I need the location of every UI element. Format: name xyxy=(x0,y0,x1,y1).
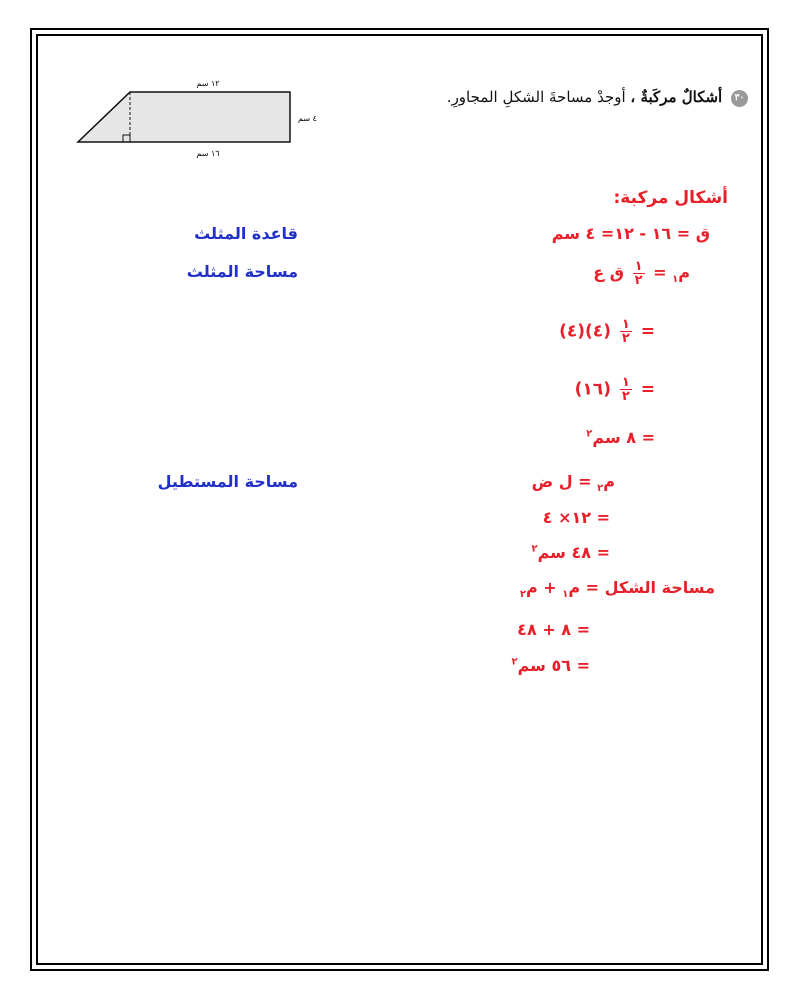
problem-text: أوجدْ مساحةَ الشكلِ المجاورِ. xyxy=(446,88,626,106)
top-length-label: ١٢ سم xyxy=(196,79,220,88)
base-height-product: ق ع xyxy=(593,263,625,282)
trapezoid-shape xyxy=(78,92,290,142)
bottom-length-label: ١٦ سم xyxy=(196,149,220,158)
total-area-formula xyxy=(520,578,715,600)
half-fraction: $\frac{١}{٢}$ xyxy=(621,317,630,346)
total-result xyxy=(512,656,590,675)
triangle-step-1 xyxy=(559,318,655,345)
note-rectangle-area: مساحة المستطيل xyxy=(157,472,298,491)
equals-sign: = xyxy=(653,263,667,282)
triangle-area-formula xyxy=(593,260,690,287)
rectangle-step-1: = ١٢× ٤ xyxy=(542,508,610,527)
triangle-step-2 xyxy=(575,376,655,403)
half-fraction: $\frac{١}{٢}$ xyxy=(634,259,643,288)
result-value: = ٤٨ سم xyxy=(537,543,610,562)
triangle-result xyxy=(586,428,655,447)
area-symbol: م xyxy=(678,263,690,282)
problem-number-badge: ٣٠ xyxy=(731,90,748,107)
equals-sign: = xyxy=(640,379,655,400)
area-symbol: م xyxy=(603,472,615,491)
factor: (١٦) xyxy=(574,379,611,400)
subscript-2: ٢ xyxy=(519,589,526,601)
unit-exponent: ٢ xyxy=(531,543,538,555)
result-value: = ٥٦ سم xyxy=(517,656,590,675)
problem-statement xyxy=(447,88,748,107)
unit-exponent: ٢ xyxy=(586,428,593,440)
problem-topic: أشكالٌ مركَبةٌ ، xyxy=(630,88,723,106)
total-step-1: = ٨ + ٤٨ xyxy=(517,620,590,639)
half-fraction: $\frac{١}{٢}$ xyxy=(621,375,630,404)
inner-frame xyxy=(36,34,763,965)
subscript: ٢ xyxy=(597,483,604,495)
equals-sign: = xyxy=(640,321,655,342)
solution-heading: أشكال مركبة: xyxy=(613,188,728,208)
subscript: ١ xyxy=(672,274,679,286)
note-triangle-base: قاعدة المثلث xyxy=(194,224,298,243)
rectangle-area-formula xyxy=(532,472,615,494)
unit-exponent: ٢ xyxy=(511,656,518,668)
note-triangle-area: مساحة المثلث xyxy=(186,262,298,281)
plus-term: + م xyxy=(525,578,557,597)
length-width-product: = ل ض xyxy=(531,472,592,491)
total-label: مساحة الشكل = م xyxy=(568,578,715,597)
side-length-label: ٤ سم xyxy=(298,114,317,123)
subscript-1: ١ xyxy=(562,589,569,601)
result-value: = ٨ سم xyxy=(592,428,655,447)
trapezoid-figure xyxy=(70,72,330,164)
factors: (٤)(٤) xyxy=(559,321,611,342)
rectangle-result xyxy=(532,543,610,562)
base-calculation: ق = ١٦ - ١٢= ٤ سم xyxy=(551,224,710,243)
